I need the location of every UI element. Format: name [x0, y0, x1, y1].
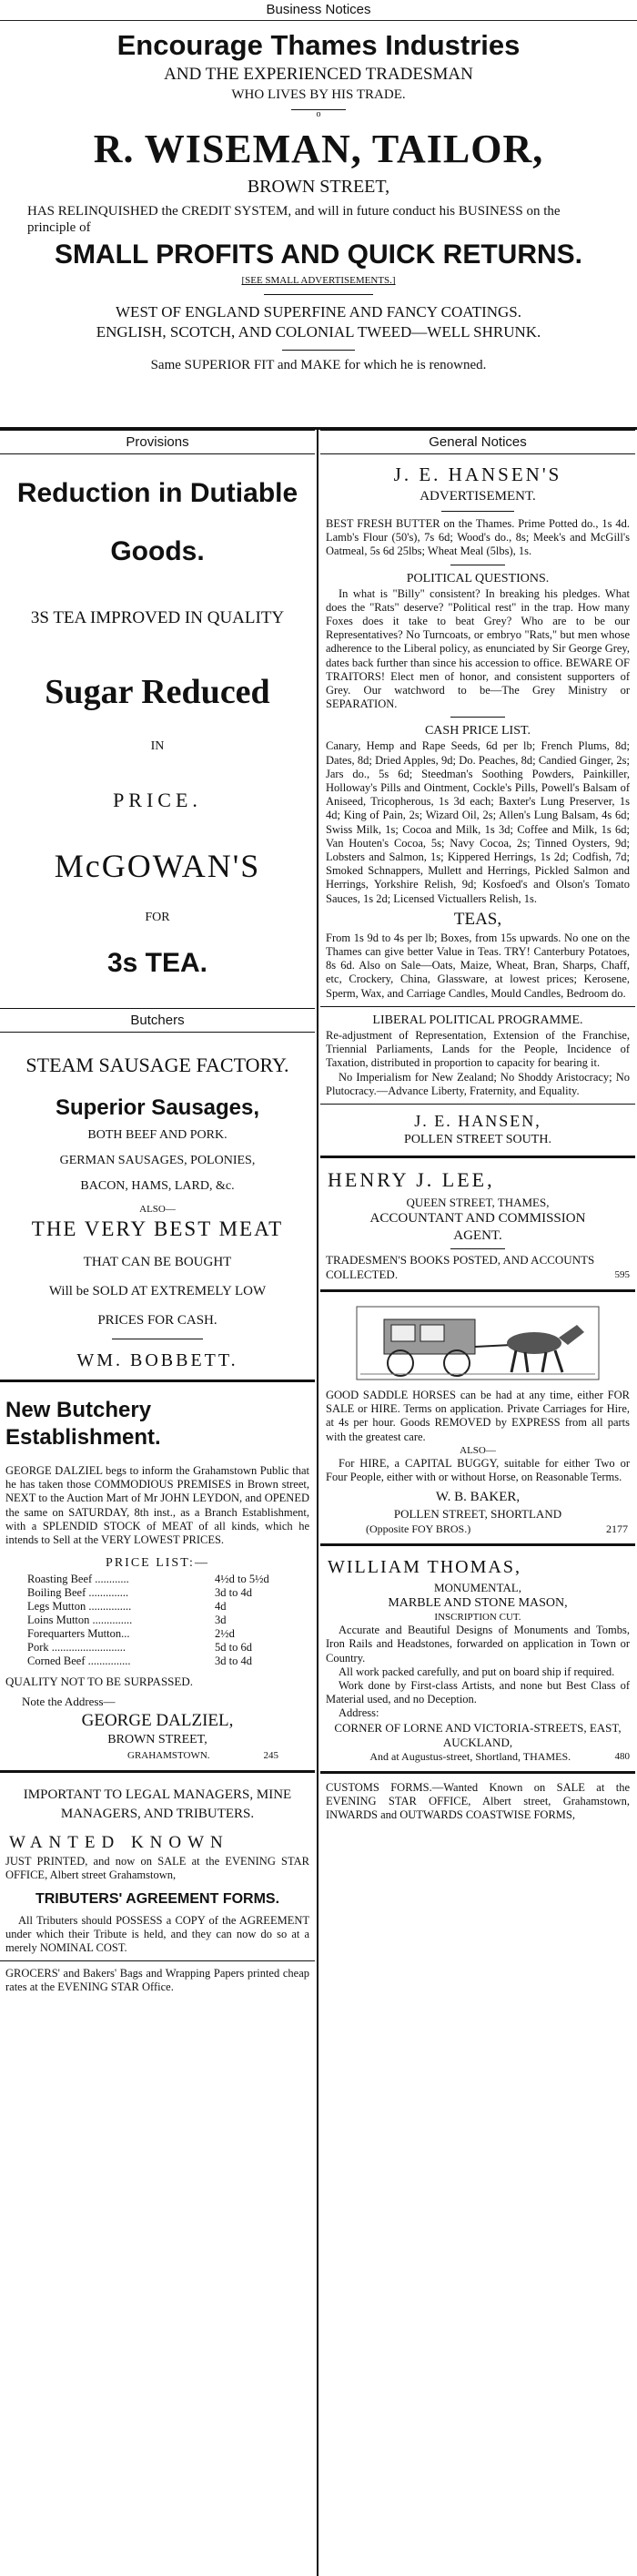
- dalziel-text: GEORGE DALZIEL begs to inform the Grahamstown Public that he has taken those COMMODIOUS PREMISES in Brown street, NEXT to the Auction Mart of Mr JOHN LEYDON, and OPENED the same on SATURDAY, 8th inst., as a Branch Establishment, with a SPLENDID STOCK of MEAT of all kinds, which he intends to Sell at the VERY LOWEST PRICES.: [5, 1464, 309, 1547]
- price-row: Legs Mutton ............... 4d: [27, 1600, 227, 1614]
- butchers-prices: PRICES FOR CASH.: [97, 1313, 217, 1328]
- butchers-best: THE VERY BEST MEAT: [31, 1217, 284, 1240]
- hansen-teas: TEAS,: [453, 909, 502, 929]
- dalziel-street: BROWN STREET,: [107, 1733, 207, 1747]
- lee-name: HENRY J. LEE,: [328, 1167, 495, 1191]
- baker-text: GOOD SADDLE HORSES can be had at any time, either FOR SALE or HIRE. Terms on application. Private Carriages for Hire, at 4s per hour. Goods REMOVED by EXPRESS from all parts with the greatest care.: [326, 1388, 630, 1443]
- baker-footer: [320, 1522, 635, 1536]
- hansen-name: J. E. HANSEN'S: [393, 463, 562, 485]
- tailor-street: BROWN STREET,: [247, 177, 390, 197]
- thomas-address-label: Address:: [339, 1706, 379, 1720]
- thomas-text-3: Work done by First-class Artists, and none but Best Class of Material used, and no Deception.: [326, 1678, 630, 1706]
- divider: [441, 511, 514, 512]
- tailor-headline: Encourage Thames Industries: [116, 29, 521, 61]
- lee-addr: QUEEN STREET, THAMES,: [406, 1195, 550, 1209]
- baker-text-2: For HIRE, a CAPITAL BUGGY, suitable for either Two or Four People, either with or without Horse, on Reasonable Terms.: [326, 1456, 630, 1483]
- thomas-name: WILLIAM THOMAS,: [328, 1557, 521, 1578]
- dalziel-price-table: [0, 1573, 315, 1668]
- thomas-text: Accurate and Beautiful Designs of Monuments and Tombs, Iron Rails and Headstones, forwarded on application in Town or Country.: [326, 1624, 630, 1665]
- horse-carriage-icon: [320, 1301, 635, 1385]
- general-notices-header: General Notices: [320, 430, 635, 454]
- butchers-name: WM. BOBBETT.: [76, 1350, 238, 1370]
- divider: [450, 1248, 505, 1249]
- lee-num: 595: [614, 1268, 630, 1280]
- butchers-header: Butchers: [0, 1008, 315, 1033]
- tailor-see: [SEE SMALL ADVERTISEMENTS.]: [241, 275, 396, 286]
- provisions-line-3: 3S TEA IMPROVED IN QUALITY: [30, 608, 285, 627]
- butchers-superior: Superior Sausages,: [55, 1095, 260, 1120]
- provisions-line-9: 3s TEA.: [106, 948, 208, 978]
- price-row: Pork .......................... 5d to 6d: [27, 1641, 252, 1655]
- butchers-factory: STEAM SAUSAGE FACTORY.: [25, 1054, 289, 1076]
- hansen-teas-text: From 1s 9d to 4s per lb; Boxes, from 15s upwards. No one on the Thames can give better Value in Teas. TRY! Canterbury Potatoes, 8s 6d. Also on Sale—Oats, Maize, Wheat, Bran, Sharps, Chaff, etc, Crockery, China, Glassware, at lowest prices; Kerosene, Sperm, Wax, and Carriage Candles, Mould Candles, Bedroom do.: [326, 931, 630, 1000]
- customs-text: CUSTOMS FORMS.—Wanted Known on SALE at the EVENING STAR OFFICE, Albert street, Grahamstown, INWARDS and OUTWARDS COASTWISE FORMS,: [326, 1780, 630, 1821]
- hansen-sign: J. E. HANSEN,: [414, 1111, 541, 1130]
- carriage-illustration: [320, 1299, 635, 1389]
- divider: [320, 1006, 635, 1007]
- tailor-motto: SMALL PROFITS AND QUICK RETURNS.: [54, 239, 582, 270]
- ornament: o: [291, 109, 346, 119]
- thomas-footer: [320, 1750, 635, 1764]
- divider: [320, 1543, 635, 1546]
- thomas-role: MONUMENTAL,: [433, 1581, 522, 1595]
- divider: [320, 1289, 635, 1292]
- tailor-subhead-2: WHO LIVES BY HIS TRADE.: [231, 87, 406, 102]
- dalziel-name: GEORGE DALZIEL,: [81, 1711, 234, 1731]
- lee-role-1: ACCOUNTANT AND COMMISSION: [369, 1210, 586, 1226]
- provisions-line-6: PRICE.: [113, 789, 202, 811]
- divider: [0, 1770, 315, 1773]
- hansen-butter: BEST FRESH BUTTER on the Thames. Prime Potted do., 1s 4d. Lamb's Flour (50's), 7s 6d; Wood's do., 8s; Meek's and McGill's Oatmeal, 5s 6d 25lbs; Wheat Meal (5lbs), 1s.: [326, 517, 630, 558]
- baker-num: 2177: [606, 1522, 628, 1536]
- column-rule: [317, 430, 318, 2576]
- dalziel-footer: [0, 1748, 315, 1763]
- section-header: Business Notices: [0, 0, 637, 21]
- provisions-line-2: Goods.: [110, 536, 205, 566]
- tailor-name: R. WISEMAN, TAILOR,: [93, 127, 544, 171]
- thomas-text-2: All work packed carefully, and put on board ship if required.: [339, 1665, 615, 1678]
- price-row: Forequarters Mutton... 2½d: [27, 1627, 235, 1641]
- tributers-wanted-known: WANTED KNOWN: [9, 1833, 229, 1853]
- hansen-lpp: LIBERAL POLITICAL PROGRAMME.: [372, 1013, 583, 1027]
- thomas-role-2: MARBLE AND STONE MASON,: [388, 1596, 568, 1611]
- hansen-lpp-text: Re-adjustment of Representation, Extension of the Franchise, Triennial Parliaments, Lands for the People, Incidence of Taxation, distributed in proportion to capacity for bearing it.: [326, 1028, 630, 1070]
- thomas-num: 480: [614, 1750, 630, 1762]
- divider: [0, 1380, 315, 1382]
- hansen-pq: POLITICAL QUESTIONS.: [406, 571, 550, 585]
- hansen-lpp-text-2: No Imperialism for New Zealand; No Shoddy Aristocracy; No Plutocracy.—Advance Liberty, Fraternity, and Equality.: [326, 1070, 630, 1097]
- divider: [282, 350, 355, 351]
- butchers-bought: THAT CAN BE BOUGHT: [83, 1255, 232, 1269]
- divider: [320, 1771, 635, 1774]
- tributers-forms: TRIBUTERS' AGREEMENT FORMS.: [35, 1890, 280, 1907]
- provisions-line-1: Reduction in Dutiable: [16, 478, 298, 508]
- lee-books-row: [320, 1253, 635, 1282]
- right-column: [320, 430, 635, 2576]
- hansen-cpl-text: Canary, Hemp and Rape Seeds, 6d per lb; French Plums, 8d; Dates, 8d; Dried Apples, 9d; Do. Peaches, 8d; Candied Ginger, 2s; Jars do., 5s 6d; Steedman's Soothing Powders, Painkiller, Holloway's Pills and Ointment, Cockle's Pills, Powell's Balsam of Aniseed, Tricopherous, 1s 3d each; Baxter's Lung Preserver, 1s 4d; King of Pain, 2s; Wizard Oil, 2s; Allen's Lung Balsam, 4s 6d; Swiss Milk, 1s; Cocoa and Milk, 1s 3d; Coffee and Milk, 1s 6d; Van Houten's Cocoa, 5s; Navy Cocoa, 2s; Tinned Oysters, 9d; Lobsters and Salmon, 1s; Kippered Herrings, 1s 2d; Codfish, 7d; Smoked Schnappers, Mullett and Herrings, Pickled Salmon and Herrings, Yorkshire Relish, 9d; Kosfoed's and Olson's Tomato Sauces, 1s 2d; Licensed Victuallers Relish, 1s.: [326, 739, 630, 905]
- butchers-sold: Will be SOLD AT EXTREMELY LOW: [48, 1284, 267, 1298]
- divider: [450, 717, 505, 718]
- dalziel-num: 245: [263, 1750, 278, 1762]
- lee-books: TRADESMEN'S BOOKS POSTED, AND ACCOUNTS COLLECTED.: [326, 1252, 595, 1281]
- divider: [320, 1156, 635, 1158]
- lee-role-2: AGENT.: [453, 1227, 502, 1243]
- tributers-head: IMPORTANT TO LEGAL MANAGERS, MINE MANAGERS, AND TRIBUTERS.: [23, 1787, 292, 1822]
- hansen-pq-text: In what is "Billy" consistent? In breaking his pledges. What does the "Rats" deserve? "Political rest" in the trap. How many Foxes does it take to beat Grey? Who are to be our Representatives? No Turncoats, or embryo "Rats," but men whose adherence to the Liberal policy, as enunciated by Sir George Grey, dates back further than since his accession to office. BEWARE OF TRAITORS! Elect men of honor, and consistent supporters of Grey. Our watchword to be—The Grey Ministry or SEPARATION.: [326, 586, 630, 711]
- butchers-german: GERMAN SAUSAGES, POLONIES,: [59, 1154, 256, 1167]
- baker-also: ALSO—: [460, 1444, 496, 1456]
- baker-addr: POLLEN STREET, SHORTLAND: [393, 1507, 562, 1522]
- thomas-addr-2: And at Augustus-street, Shortland, THAMES.: [369, 1749, 571, 1763]
- tailor-notice: HAS RELINQUISHED the CREDIT SYSTEM, and will in future conduct his BUSINESS on the principle of: [27, 204, 561, 235]
- tributers-text: JUST PRINTED, and now on SALE at the EVENING STAR OFFICE, Albert street Grahamstown,: [5, 1855, 309, 1882]
- provisions-line-7: McGOWAN'S: [54, 848, 261, 884]
- provisions-header: Provisions: [0, 430, 315, 454]
- dalziel-note: Note the Address—: [22, 1695, 116, 1709]
- tailor-cloth-2: ENGLISH, SCOTCH, AND COLONIAL TWEED—WELL SHRUNK.: [96, 323, 541, 341]
- thomas-addr-1: CORNER OF LORNE AND VICTORIA-STREETS, EAST, AUCKLAND,: [334, 1720, 622, 1749]
- dalziel-quality: QUALITY NOT TO BE SURPASSED.: [5, 1675, 193, 1689]
- provisions-line-4: Sugar Reduced: [45, 673, 270, 711]
- hansen-cpl: CASH PRICE LIST.: [424, 724, 531, 738]
- divider: [264, 294, 373, 295]
- thomas-cutter: INSCRIPTION CUT.: [434, 1612, 521, 1624]
- tributers-text-2: All Tributers should POSSESS a COPY of the AGREEMENT under which their Tribute is held, and they can now do so at a merely NOMINAL COST.: [5, 1913, 309, 1955]
- hansen-adv: ADVERTISEMENT.: [420, 489, 536, 504]
- hansen-addr: POLLEN STREET SOUTH.: [404, 1132, 551, 1146]
- tailor-fit: Same SUPERIOR FIT and MAKE for which he is renowned.: [150, 358, 487, 372]
- baker-opp: (Opposite FOY BROS.): [366, 1522, 471, 1536]
- tailor-cloth-1: WEST OF ENGLAND SUPERFINE AND FANCY COATINGS.: [116, 303, 521, 321]
- price-row: Loins Mutton .............. 3d: [27, 1614, 227, 1627]
- left-column: [0, 430, 315, 2576]
- divider: [320, 1104, 635, 1105]
- dalziel-town: GRAHAMSTOWN.: [127, 1750, 210, 1762]
- divider: [0, 1960, 315, 1961]
- butchers-bacon: BACON, HAMS, LARD, &c.: [80, 1179, 235, 1193]
- baker-name: W. B. BAKER,: [435, 1490, 521, 1505]
- tailor-subhead: AND THE EXPERIENCED TRADESMAN: [164, 65, 473, 84]
- dalziel-title: New Butchery Establishment.: [5, 1398, 161, 1450]
- provisions-line-5: IN: [150, 739, 165, 753]
- butchers-both: BOTH BEEF AND PORK.: [87, 1128, 228, 1142]
- tailor-advertisement: [0, 20, 637, 430]
- provisions-line-8: FOR: [145, 911, 170, 924]
- grocers-text: GROCERS' and Bakers' Bags and Wrapping Papers printed cheap rates at the EVENING STAR Office.: [5, 1967, 309, 1994]
- price-row: Roasting Beef ............ 4½d to 5½d: [27, 1573, 269, 1586]
- butchers-also: ALSO—: [139, 1204, 176, 1215]
- dalziel-price-list: PRICE LIST:—: [106, 1556, 209, 1571]
- price-row: Boiling Beef .............. 3d to 4d: [27, 1586, 252, 1600]
- price-row: Corned Beef ............... 3d to 4d: [27, 1655, 252, 1668]
